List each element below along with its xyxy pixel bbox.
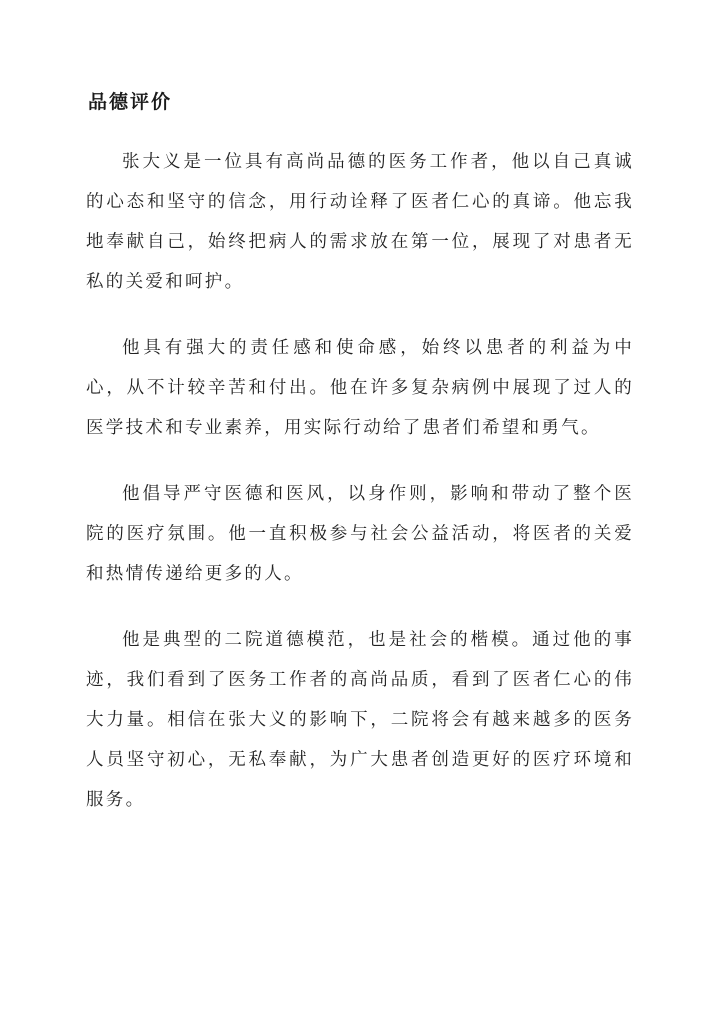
document-body [86,142,634,846]
paragraph-1: 张大义是一位具有高尚品德的医务工作者，他以自己真诚的心态和坚守的信念，用行动诠释了医者仁心的真谛。他忘我地奉献自己，始终把病人的需求放在第一位，展现了对患者无私的关爱和呵护。 [86,152,634,292]
paragraph-2: 他具有强大的责任感和使命感，始终以患者的利益为中心，从不计较辛苦和付出。他在许多复杂病例中展现了过人的医学技术和专业素养，用实际行动给了患者们希望和勇气。 [86,338,634,438]
paragraph-4: 他是典型的二院道德模范，也是社会的楷模。通过他的事迹，我们看到了医务工作者的高尚品质，看到了医者仁心的伟大力量。相信在张大义的影响下，二院将会有越来越多的医务人员坚守初心，无私奉献，为广大患者创造更好的医疗环境和服务。 [86,630,634,810]
paragraph-3: 他倡导严守医德和医风，以身作则，影响和带动了整个医院的医疗氛围。他一直积极参与社会公益活动，将医者的关爱和热情传递给更多的人。 [86,484,634,584]
page-title: 品德评价 [88,91,173,113]
